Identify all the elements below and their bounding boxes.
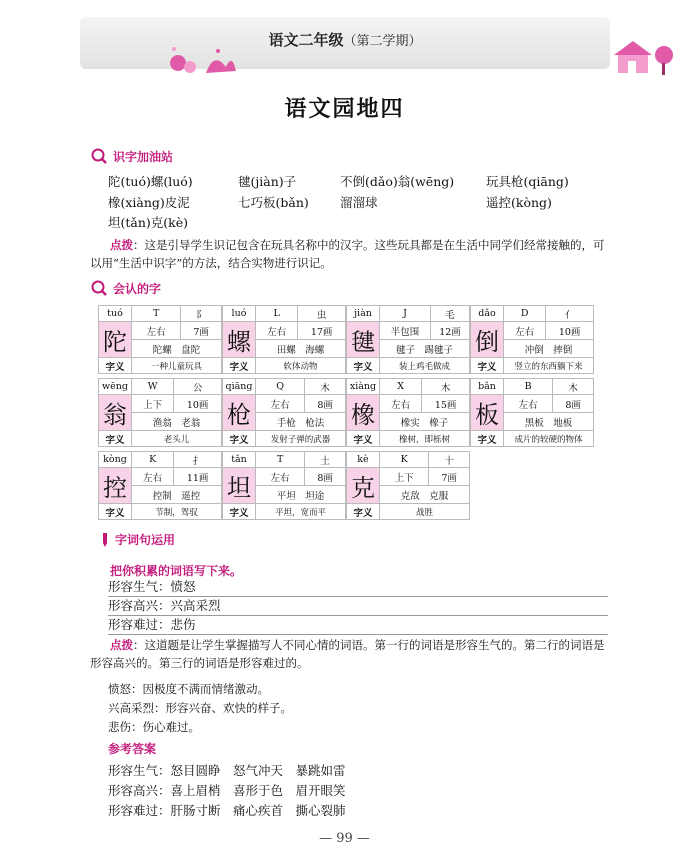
meaning-label: 字义 xyxy=(471,358,504,374)
char-strokes: 8画 xyxy=(305,395,346,413)
char-structure: 上下 xyxy=(132,395,174,413)
char-radical: 毛 xyxy=(430,306,469,322)
char-meaning: 成片的较硬的物体 xyxy=(504,431,594,447)
char-letter: J xyxy=(380,306,431,322)
char-radical: 土 xyxy=(305,452,346,468)
char-card xyxy=(346,378,470,447)
word-item: 七巧板(bǎn) xyxy=(238,194,309,210)
word-item: 毽(jiàn)子 xyxy=(238,174,297,189)
char-meaning: 软体动物 xyxy=(256,358,346,374)
char-radical: 虫 xyxy=(298,306,346,322)
tip-text: ：这是引导学生识记包含在玩具名称中的汉字。这些玩具都是在生活中同学们经常接触的，可以用“生活中识字”的方法，结合实物进行识记。 xyxy=(90,238,605,270)
fill-line-3: 形容难过：悲伤 xyxy=(108,615,608,635)
meaning-label: 字义 xyxy=(347,358,380,374)
char-strokes: 7画 xyxy=(429,468,470,486)
char-radical: 木 xyxy=(553,379,594,395)
meaning-label: 字义 xyxy=(223,358,256,374)
meaning-label: 字义 xyxy=(99,504,132,520)
char-letter: B xyxy=(504,379,553,395)
answer-heading: 参考答案 xyxy=(108,742,157,756)
char-card xyxy=(470,378,594,447)
char-pinyin: jiàn xyxy=(347,306,380,322)
tip-label: 点拨 xyxy=(110,638,133,652)
page-number: — 99 — xyxy=(319,831,370,846)
char-structure: 左右 xyxy=(504,395,553,413)
char-glyph: 陀 xyxy=(99,322,132,358)
char-meaning: 平坦，宽而平 xyxy=(256,504,346,520)
meaning-label: 字义 xyxy=(99,431,132,447)
task-heading: 把你积累的词语写下来。 xyxy=(110,564,243,578)
pencil-icon xyxy=(100,533,110,547)
meaning-label: 字义 xyxy=(471,431,504,447)
char-meaning: 竖立的东西躺下来 xyxy=(504,358,594,374)
char-radical: 亻 xyxy=(546,306,594,322)
tip-text: ：这道题是让学生掌握描写人不同心情的词语。第一行的词语是形容生气的。第二行的词语是形容高兴的。第三行的词语是形容难过的。 xyxy=(90,638,605,670)
char-structure: 左右 xyxy=(132,468,174,486)
char-radical: 阝 xyxy=(181,306,222,322)
section-header-recognize xyxy=(90,279,161,297)
meaning-label: 字义 xyxy=(99,358,132,374)
char-pinyin: wēng xyxy=(99,379,132,395)
char-words: 渔翁 老翁 xyxy=(132,413,222,431)
word-item: 不倒(dǎo)翁(wēng) xyxy=(340,174,455,189)
tip-paragraph-1 xyxy=(90,236,610,272)
answer-line: 形容生气：怒目圆睁 怒气冲天 暴跳如雷 xyxy=(108,763,346,778)
char-glyph: 毽 xyxy=(347,322,380,358)
word-list xyxy=(108,172,569,234)
char-words: 橡实 橡子 xyxy=(380,413,470,431)
char-letter: W xyxy=(132,379,174,395)
char-glyph: 翁 xyxy=(99,395,132,431)
section-header-literacy xyxy=(90,147,173,165)
fill-line-2: 形容高兴：兴高采烈 xyxy=(108,596,608,616)
char-radical: 木 xyxy=(305,379,346,395)
char-structure: 左右 xyxy=(256,395,305,413)
char-meaning: 发射子弹的武器 xyxy=(256,431,346,447)
section-header-usage xyxy=(100,531,175,548)
char-strokes: 15画 xyxy=(422,395,470,413)
char-structure: 左右 xyxy=(504,322,546,340)
char-radical: 十 xyxy=(429,452,470,468)
char-strokes: 12画 xyxy=(430,322,469,340)
section-title: 会认的字 xyxy=(113,281,162,296)
meaning-label: 字义 xyxy=(347,504,380,520)
meaning-label: 字义 xyxy=(223,431,256,447)
answer-line: 形容难过：肝肠寸断 痛心疾首 撕心裂肺 xyxy=(108,803,346,818)
char-pinyin: xiàng xyxy=(347,379,380,395)
answer-line: 形容高兴：喜上眉梢 喜形于色 眉开眼笑 xyxy=(108,783,346,798)
char-card xyxy=(98,451,222,520)
note-line: 兴高采烈：形容兴奋、欢快的样子。 xyxy=(108,701,292,715)
char-meaning: 橡树，即栎树 xyxy=(380,431,470,447)
char-pinyin: kè xyxy=(347,452,380,468)
char-meaning: 战胜 xyxy=(380,504,470,520)
char-glyph: 倒 xyxy=(471,322,504,358)
char-letter: Q xyxy=(256,379,305,395)
char-letter: T xyxy=(132,306,181,322)
char-card xyxy=(222,451,346,520)
char-card xyxy=(346,305,470,374)
char-words: 控制 遥控 xyxy=(132,486,222,504)
magnifier-icon xyxy=(90,279,108,297)
char-meaning: 节制，驾驭 xyxy=(132,504,222,520)
section-title: 字词句运用 xyxy=(115,533,176,547)
char-words: 毽子 踢毽子 xyxy=(380,340,470,358)
char-glyph: 螺 xyxy=(223,322,256,358)
note-line: 愤怒：因极度不满而情绪激动。 xyxy=(108,682,269,696)
char-glyph: 控 xyxy=(99,468,132,504)
char-words: 冲倒 摔倒 xyxy=(504,340,594,358)
char-words: 田螺 海螺 xyxy=(256,340,346,358)
char-strokes: 7画 xyxy=(181,322,222,340)
word-item: 橡(xiàng)皮泥 xyxy=(108,194,190,210)
char-radical: 扌 xyxy=(174,452,222,468)
char-letter: K xyxy=(132,452,174,468)
fill-line-1: 形容生气：愤怒 xyxy=(108,577,608,597)
char-structure: 半包围 xyxy=(380,322,431,340)
note-line: 悲伤：伤心难过。 xyxy=(108,720,200,734)
page-title: 语文园地四 xyxy=(284,97,405,122)
header-subtitle: （第二学期） xyxy=(343,34,422,49)
char-words: 黑板 地板 xyxy=(504,413,594,431)
meaning-label: 字义 xyxy=(223,504,256,520)
char-pinyin: tǎn xyxy=(223,452,256,468)
meaning-label: 字义 xyxy=(347,431,380,447)
char-letter: D xyxy=(504,306,546,322)
char-card xyxy=(222,378,346,447)
char-words: 手枪 枪法 xyxy=(256,413,346,431)
char-words: 克敌 克服 xyxy=(380,486,470,504)
char-letter: T xyxy=(256,452,305,468)
house-decoration-icon xyxy=(600,37,678,77)
header-banner xyxy=(80,17,610,69)
char-radical: 公 xyxy=(174,379,222,395)
char-radical: 木 xyxy=(422,379,470,395)
char-structure: 左右 xyxy=(380,395,422,413)
char-card xyxy=(470,305,594,374)
header-title-text: 语文二年级 xyxy=(268,31,344,49)
char-pinyin: qiāng xyxy=(223,379,256,395)
char-strokes: 10画 xyxy=(546,322,594,340)
char-strokes: 17画 xyxy=(298,322,346,340)
char-glyph: 橡 xyxy=(347,395,380,431)
char-structure: 左右 xyxy=(256,468,305,486)
char-card xyxy=(222,305,346,374)
word-item: 陀(tuó)螺(luó) xyxy=(108,174,193,189)
char-card xyxy=(98,305,222,374)
char-glyph: 坦 xyxy=(223,468,256,504)
char-structure: 左右 xyxy=(256,322,298,340)
header-title xyxy=(80,29,610,50)
tip-paragraph-2 xyxy=(90,636,610,672)
word-item: 遥控(kòng) xyxy=(486,194,552,210)
char-strokes: 10画 xyxy=(174,395,222,413)
word-item: 溜溜球 xyxy=(340,194,378,210)
tip-label: 点拨 xyxy=(110,238,133,252)
char-meaning: 装上鸡毛做成 xyxy=(380,358,470,374)
char-letter: X xyxy=(380,379,422,395)
char-strokes: 11画 xyxy=(174,468,222,486)
word-item: 玩具枪(qiāng) xyxy=(486,174,569,189)
word-item: 坦(tǎn)克(kè) xyxy=(108,215,189,230)
char-card xyxy=(98,378,222,447)
char-words: 陀螺 盘陀 xyxy=(132,340,222,358)
char-glyph: 板 xyxy=(471,395,504,431)
magnifier-icon xyxy=(90,147,108,165)
char-pinyin: luó xyxy=(223,306,256,322)
char-letter: K xyxy=(380,452,429,468)
char-glyph: 枪 xyxy=(223,395,256,431)
char-meaning: 一种儿童玩具 xyxy=(132,358,222,374)
char-letter: L xyxy=(256,306,298,322)
char-strokes: 8画 xyxy=(553,395,594,413)
char-glyph: 克 xyxy=(347,468,380,504)
char-pinyin: dǎo xyxy=(471,306,504,322)
section-title: 识字加油站 xyxy=(113,149,174,164)
char-structure: 左右 xyxy=(132,322,181,340)
char-structure: 上下 xyxy=(380,468,429,486)
char-pinyin: tuó xyxy=(99,306,132,322)
char-meaning: 老头儿 xyxy=(132,431,222,447)
char-pinyin: bǎn xyxy=(471,379,504,395)
char-words: 平坦 坦途 xyxy=(256,486,346,504)
char-pinyin: kòng xyxy=(99,452,132,468)
char-strokes: 8画 xyxy=(305,468,346,486)
char-card xyxy=(346,451,470,520)
